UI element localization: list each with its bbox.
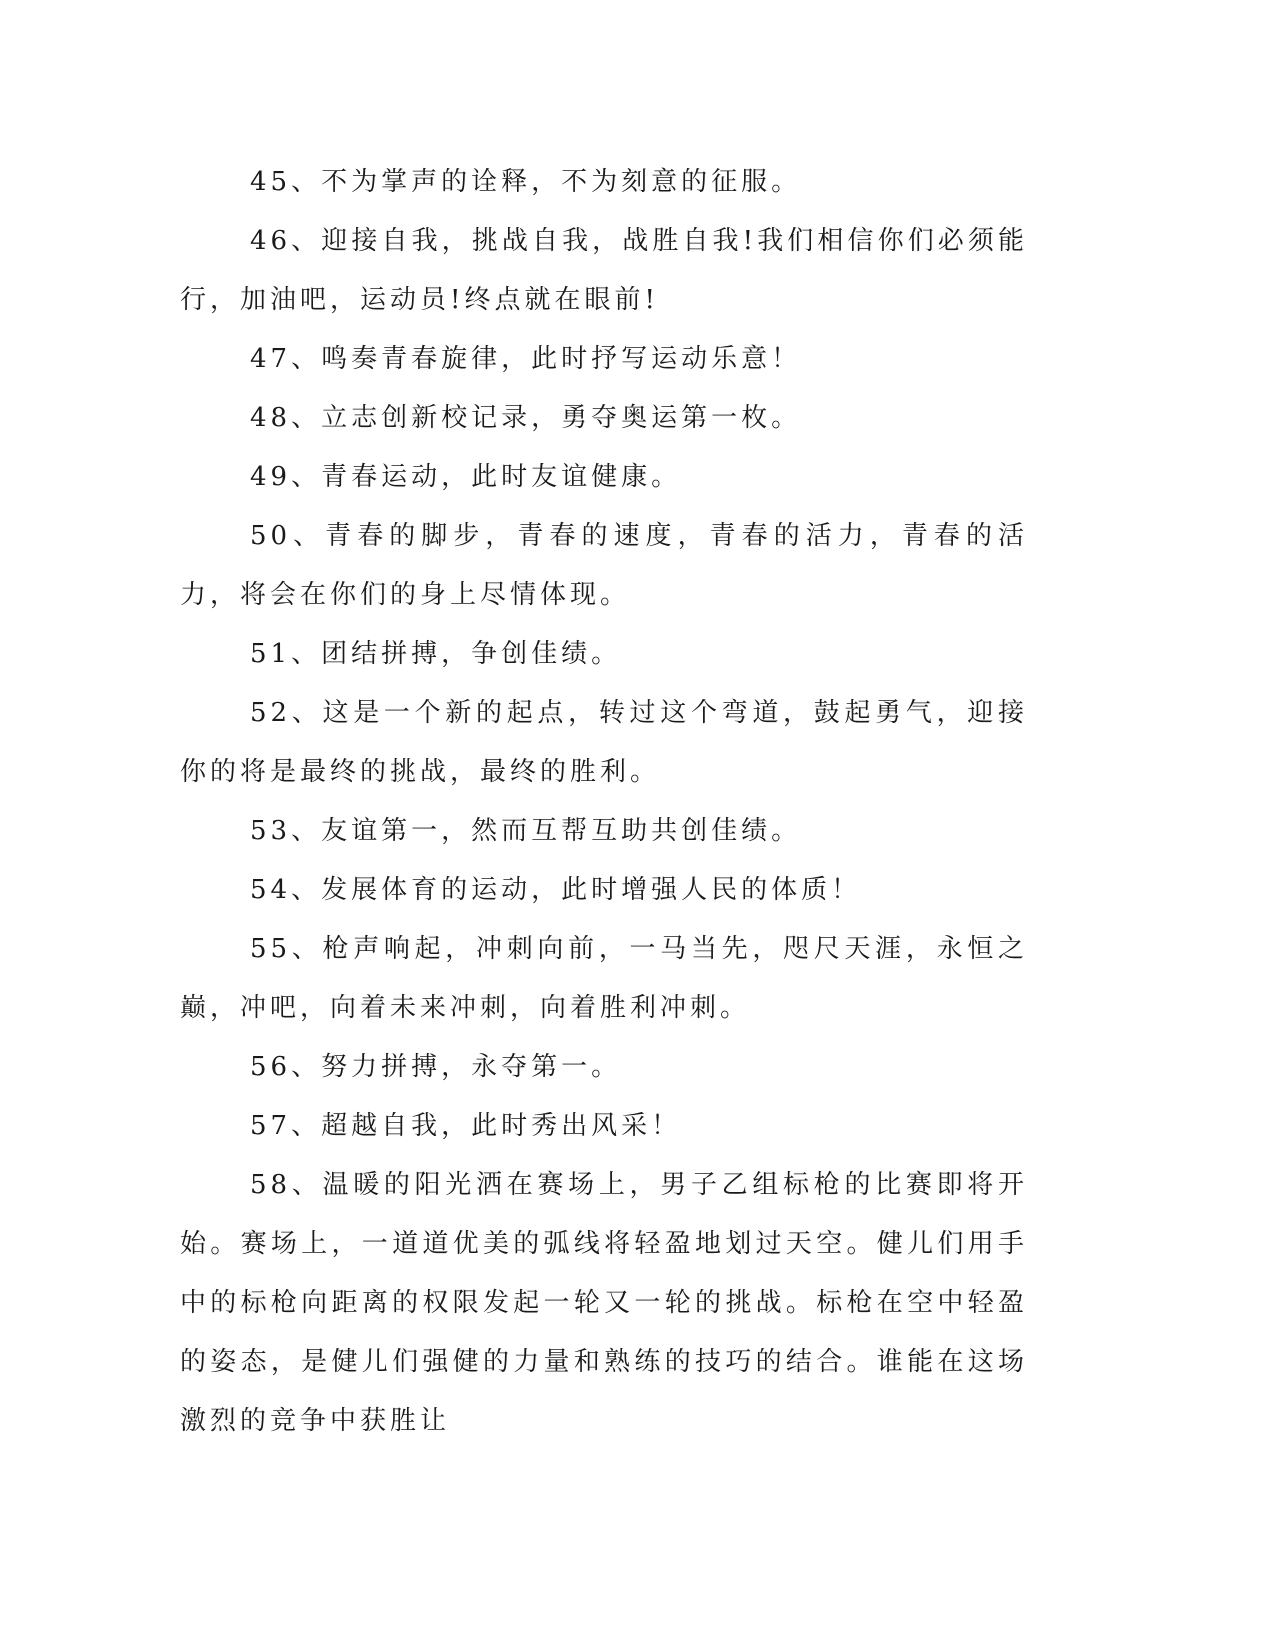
paragraph-56: 56、努力拼搏，永夺第一。 [250,1052,622,1082]
paragraph-46: 46、迎接自我，挑战自我，战胜自我!我们相信你们必须能行，加油吧，运动员!终点就在眼前! [180,226,1028,315]
paragraph-49: 49、青春运动，此时友谊健康。 [250,462,682,492]
paragraph-45: 45、不为掌声的诠释，不为刻意的征服。 [250,167,802,197]
paragraph-55: 55、枪声响起，冲刺向前，一马当先，咫尺天涯，永恒之巅，冲吧，向着未来冲刺，向着胜利冲刺。 [180,934,1028,1023]
paragraph-50: 50、青春的脚步，青春的速度，青春的活力，青春的活力，将会在你们的身上尽情体现。 [180,521,1028,610]
document-body [180,153,1028,1451]
paragraph-47: 47、鸣奏青春旋律，此时抒写运动乐意！ [250,344,802,374]
paragraph-52: 52、这是一个新的起点，转过这个弯道，鼓起勇气，迎接你的将是最终的挑战，最终的胜利。 [180,698,1028,787]
paragraph-53: 53、友谊第一，然而互帮互助共创佳绩。 [250,816,802,846]
paragraph-54: 54、发展体育的运动，此时增强人民的体质！ [250,875,862,905]
paragraph-48: 48、立志创新校记录，勇夺奥运第一枚。 [250,403,802,433]
paragraph-57: 57、超越自我，此时秀出风采！ [250,1111,682,1141]
paragraph-51: 51、团结拼搏，争创佳绩。 [250,639,622,669]
paragraph-58: 58、温暖的阳光洒在赛场上，男子乙组标枪的比赛即将开始。赛场上，一道道优美的弧线将轻盈地划过天空。健儿们用手中的标枪向距离的权限发起一轮又一轮的挑战。标枪在空中轻盈的姿态，是健儿们强健的力量和熟练的技巧的结合。谁能在这场激烈的竞争中获胜让 [180,1170,1028,1436]
